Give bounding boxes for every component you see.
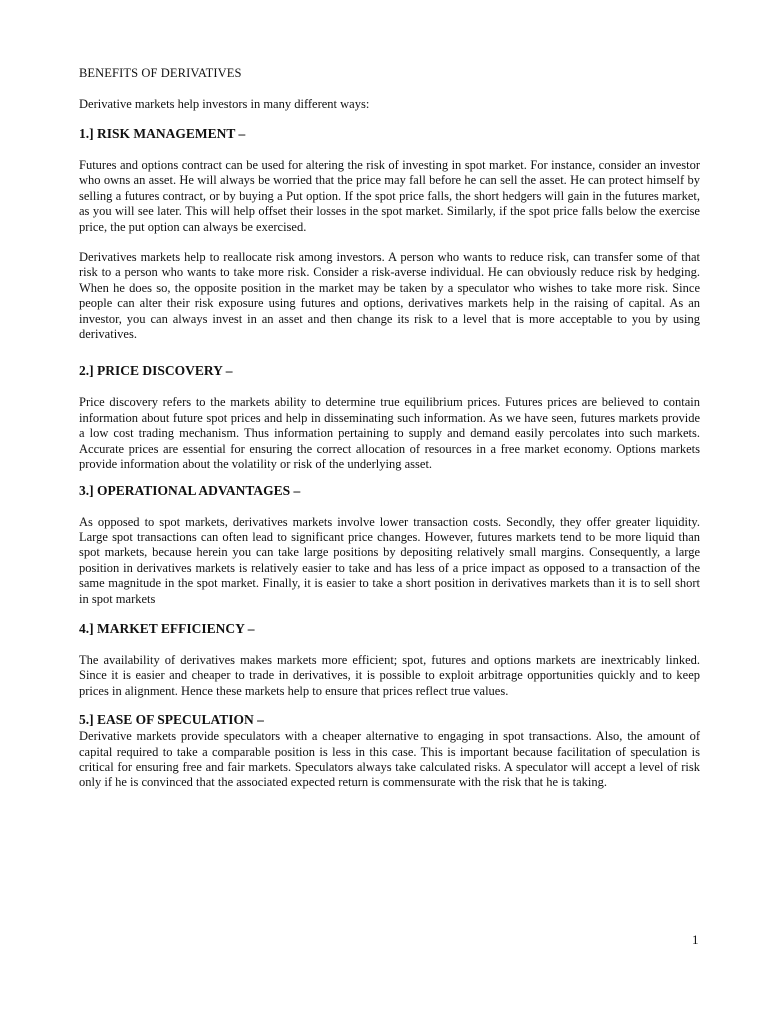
section-paragraph: As opposed to spot markets, derivatives markets involve lower transaction costs. Secondly, they offer greater liquidity. Large spot transactions can often lead to significant price changes. However, futures markets tend to be more liquid than spot markets, because herein you can take large positions by depositing relatively small margins. Consequently, a large position in derivatives markets is relatively easier to take and has less of a price impact as opposed to a transaction of the same magnitude in the spot market. Finally, it is easier to take a short position in derivatives markets than it is to sell short in spot markets (79, 514, 700, 606)
section-heading-risk-management: 1.] RISK MANAGEMENT – (79, 126, 246, 141)
section-heading-operational-advantages: 3.] OPERATIONAL ADVANTAGES – (79, 482, 301, 498)
intro-text: Derivative markets help investors in many different ways: (79, 97, 370, 111)
section-paragraph: Futures and options contract can be used for altering the risk of investing in spot market. For instance, consider an investor who owns an asset. He will always be worried that the price may fall before he can sell the asset. He can protect himself by selling a futures contract, or by buying a Put option. If the spot price falls, the short hedgers will gain in the futures market, as you will see later. This will help offset their losses in the spot market. Similarly, if the spot price falls below the exercise price, the put option can always be exercised. (79, 158, 700, 234)
document-page (79, 66, 700, 791)
section-heading-market-efficiency: 4.] MARKET EFFICIENCY – (79, 620, 255, 636)
section-paragraph: The availability of derivatives makes markets more efficient; spot, futures and options markets are inextricably linked. Since it is easier and cheaper to trade in derivatives, it is possible to exploit arbitrage opportunities quickly and to keep prices in alignment. Hence these markets help to ensure that prices reflect true values. (79, 652, 700, 698)
section-heading-price-discovery: 2.] PRICE DISCOVERY – (79, 363, 233, 379)
document-title: BENEFITS OF DERIVATIVES (79, 66, 242, 80)
page-number: 1 (692, 932, 699, 947)
section-heading-ease-of-speculation: 5.] EASE OF SPECULATION – (79, 712, 264, 728)
section-paragraph: Derivative markets provide speculators with a cheaper alternative to engaging in spot transactions. Also, the amount of capital required to take a comparable position is less in this case. This is important because facilitation of speculation is critical for ensuring free and fair markets. Speculators always take calculated risks. A speculator will accept a level of risk only if he is convinced that the associated expected return is commensurate with the risk that he is taking. (79, 729, 700, 790)
section-paragraph: Derivatives markets help to reallocate risk among investors. A person who wants to reduce risk, can transfer some of that risk to a person who wants to take more risk. Consider a risk-averse individual. He can obviously reduce risk by hedging. When he does so, the opposite position in the market may be taken by a speculator who wishes to take more risk. Since people can alter their risk exposure using futures and options, derivatives markets help in the raising of capital. As an investor, you can always invest in an asset and then change its risk to a level that is more acceptable to you by using derivatives. (79, 250, 700, 342)
section-paragraph: Price discovery refers to the markets ability to determine true equilibrium prices. Futures prices are believed to contain information about future spot prices and help in disseminating such information. As we have seen, futures markets provide a low cost trading mechanism. Thus information pertaining to supply and demand easily percolates into such markets. Accurate prices are essential for ensuring the correct allocation of resources in a free market economy. Options markets provide information about the volatility or risk of the underlying asset. (79, 395, 700, 472)
